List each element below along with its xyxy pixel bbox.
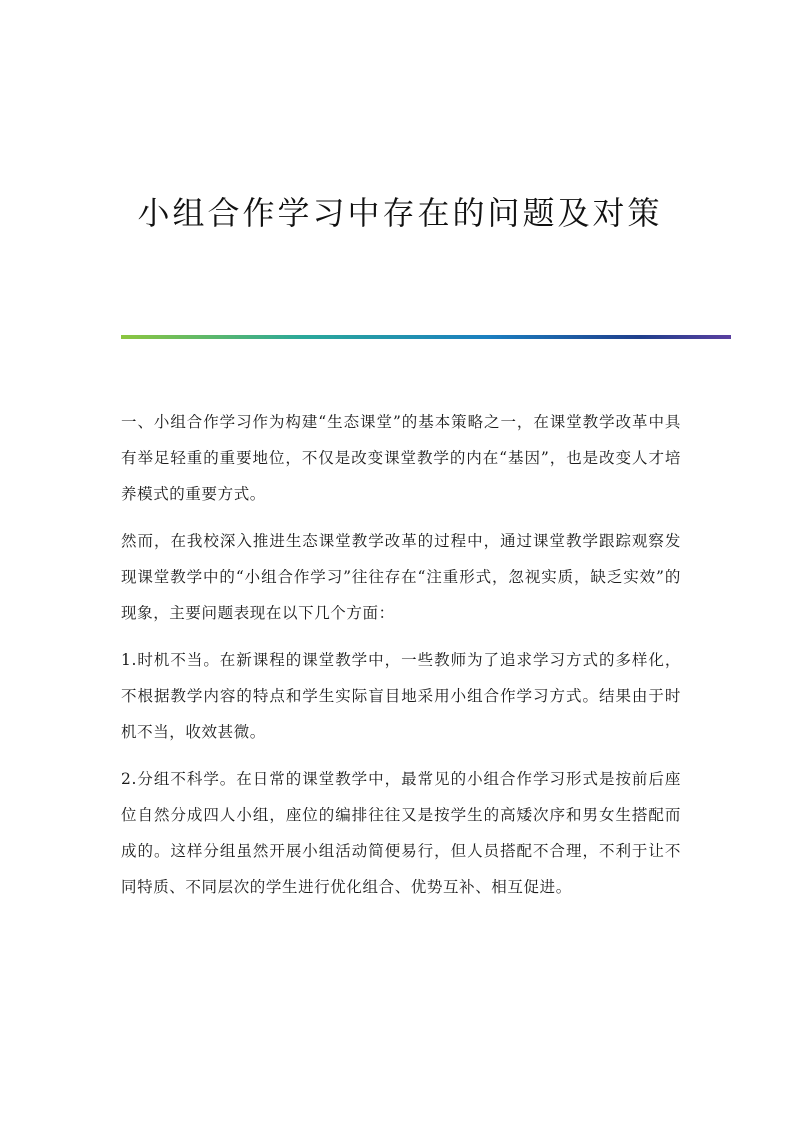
paragraph-problem-timing: 1.时机不当。在新课程的课堂教学中，一些教师为了追求学习方式的多样化，不根据教学内容的特点和学生实际盲目地采用小组合作学习方式。结果由于时机不当，收效甚微。: [121, 651, 681, 741]
paragraph-intro: 一、小组合作学习作为构建“生态课堂”的基本策略之一，在课堂教学改革中具有举足轻重的重要地位，不仅是改变课堂教学的内在“基因”，也是改变人才培养模式的重要方式。: [121, 413, 681, 503]
page-title: 小组合作学习中存在的问题及对策: [137, 194, 663, 232]
document-body: [121, 404, 681, 916]
paragraph-problem-grouping: 2.分组不科学。在日常的课堂教学中，最常见的小组合作学习形式是按前后座位自然分成四人小组，座位的编排往往又是按学生的高矮次序和男女生搭配而成的。这样分组虽然开展小组活动简便易行，但人员搭配不合理，不利于让不同特质、不同层次的学生进行优化组合、优势互补、相互促进。: [121, 770, 681, 896]
title-divider: [121, 335, 731, 339]
paragraph-problems-overview: 然而，在我校深入推进生态课堂教学改革的过程中，通过课堂教学跟踪观察发现课堂教学中的“小组合作学习”往往存在“注重形式，忽视实质，缺乏实效”的现象，主要问题表现在以下几个方面：: [121, 532, 681, 622]
